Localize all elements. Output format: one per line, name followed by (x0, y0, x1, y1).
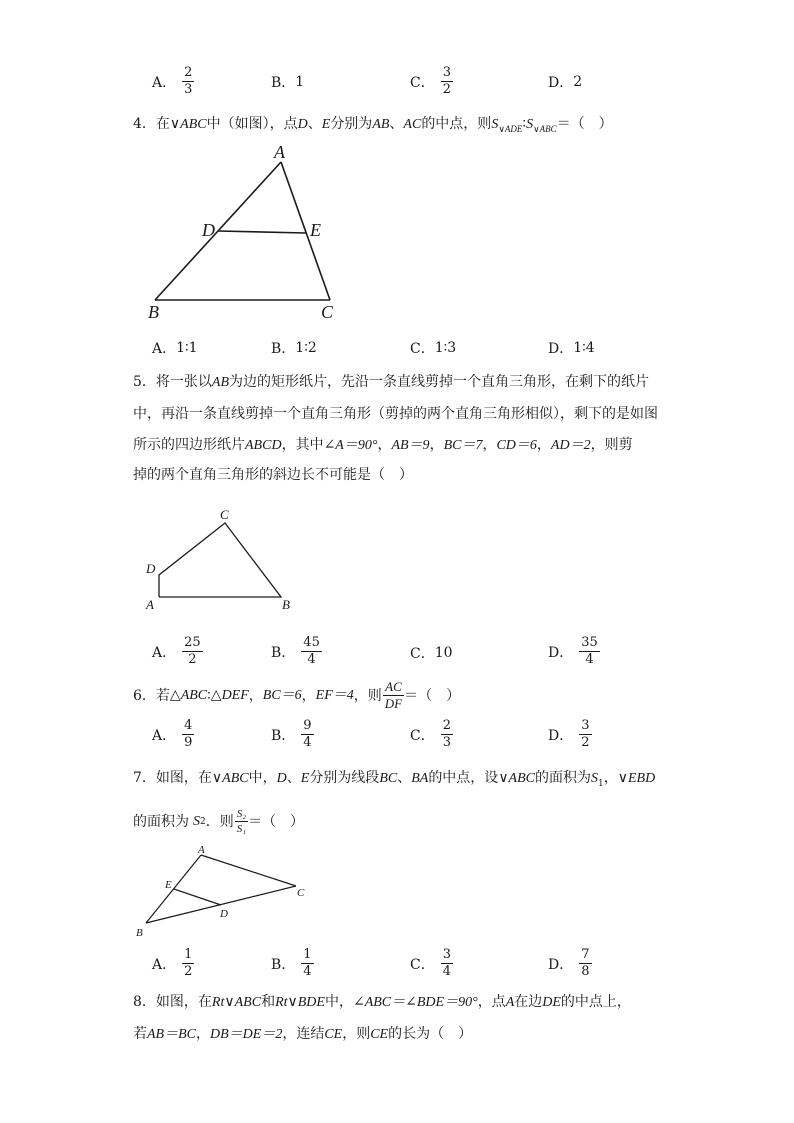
q5-stem-line-1: 5．将一张以AB为边的矩形纸片，先沿一条直线剪掉一个直角三角形，在剩下的纸片 (133, 374, 650, 390)
q6-option-d: D． $\frac{3}{2}$ (548, 718, 590, 750)
q7-segment-ed (174, 889, 221, 905)
q7-option-a: A． $\frac{1}{2}$ (152, 947, 193, 979)
q4-label-b: B (148, 302, 159, 322)
q6-stem: 6．若 △ABC ∶ △DEF ， BC＝6 ， EF＝4 ，则 $\frac{AC}{DF}$ ＝（ ） (133, 679, 461, 711)
q5-quadrilateral-figure (140, 505, 310, 615)
q6-option-c: C． $\frac{2}{3}$ (410, 718, 451, 750)
q4-triangle-figure (140, 140, 350, 325)
q3-option-d: D． 2 (548, 74, 583, 91)
q4-side-ac (281, 162, 330, 300)
q5-quad-abcd (159, 523, 281, 597)
q5-stem-line-3: 所示的四边形纸片ABCD，其中∠A＝90°，AB＝9，BC＝7，CD＝6，AD＝2，则剪 (133, 437, 633, 453)
q7-side-ac (201, 855, 296, 886)
q7-label-b: B (136, 927, 143, 939)
q4-label-a: A (274, 142, 285, 162)
q7-option-d: D． $\frac{7}{8}$ (548, 947, 590, 979)
q7-label-e: E (165, 879, 172, 891)
q7-triangle-figure (130, 840, 320, 945)
q5-label-b: B (282, 597, 290, 612)
q7-stem-line-1: 7．如图，在∨ABC中，D、E分别为线段BC、BA的中点，设∨ABC的面积为$S_1$，∨EBD (133, 770, 656, 789)
q5-option-d: D． $\frac{35}{4}$ (548, 635, 598, 667)
q4-option-c: C． 1∶3 (410, 340, 457, 357)
q4-stem: 4．在∨ABC中（如图），点D、E分别为AB、AC的中点，则$S_{\vee ADE}∶S_{\vee ABC}=$（ ） (133, 116, 613, 134)
q4-label-c: C (321, 302, 334, 322)
q7-label-c: C (297, 887, 305, 899)
q7-label-d: D (220, 908, 228, 920)
q5-option-b: B． $\frac{45}{4}$ (271, 635, 320, 667)
q4-segment-de (218, 231, 306, 233)
q8-stem-line-1: 8．如图，在Rt∨ABC和Rt∨BDE中，∠ABC＝∠BDE＝90°，点A在边DE的中点上， (133, 994, 631, 1010)
q7-stem-line-2: 的面积为 S 2 ．则 $\frac{\text{S₂}}{\text{S₁}}$ ＝（ ） (133, 808, 305, 835)
q7-option-c: C． $\frac{3}{4}$ (410, 947, 451, 979)
q7-option-b: B． $\frac{1}{4}$ (271, 947, 312, 979)
q4-option-b: B． 1∶2 (271, 340, 317, 357)
q5-label-a: A (146, 597, 154, 612)
q3-option-c: C． $\frac{3}{2}$ (410, 65, 451, 97)
q7-label-a: A (198, 844, 205, 856)
q5-label-c: C (220, 507, 229, 522)
q5-stem-line-4: 掉的两个直角三角形的斜边长不可能是（ ） (133, 467, 413, 483)
q7-side-ab (146, 855, 201, 923)
q5-option-c: C． 10 (410, 645, 453, 662)
q8-stem-line-2: 若AB＝BC，DB＝DE＝2，连结CE，则CE的长为（ ） (133, 1026, 473, 1042)
q3-option-a: A． $\frac{2}{3}$ (152, 65, 193, 97)
q4-label-d: D (202, 220, 215, 240)
q6-option-a: A． $\frac{4}{9}$ (152, 718, 193, 750)
q5-option-a: A． $\frac{25}{2}$ (152, 635, 201, 667)
q5-label-d: D (146, 561, 156, 576)
q4-option-a: A． 1∶1 (152, 340, 198, 357)
q6-option-b: B． $\frac{9}{4}$ (271, 718, 312, 750)
q4-label-e: E (310, 220, 321, 240)
q3-option-b: B． 1 (271, 74, 305, 91)
q5-stem-line-2: 中，再沿一条直线剪掉一个直角三角形（剪掉的两个直角三角形相似），剩下的是如图 (133, 406, 658, 422)
q4-option-d: D． 1∶4 (548, 340, 595, 357)
